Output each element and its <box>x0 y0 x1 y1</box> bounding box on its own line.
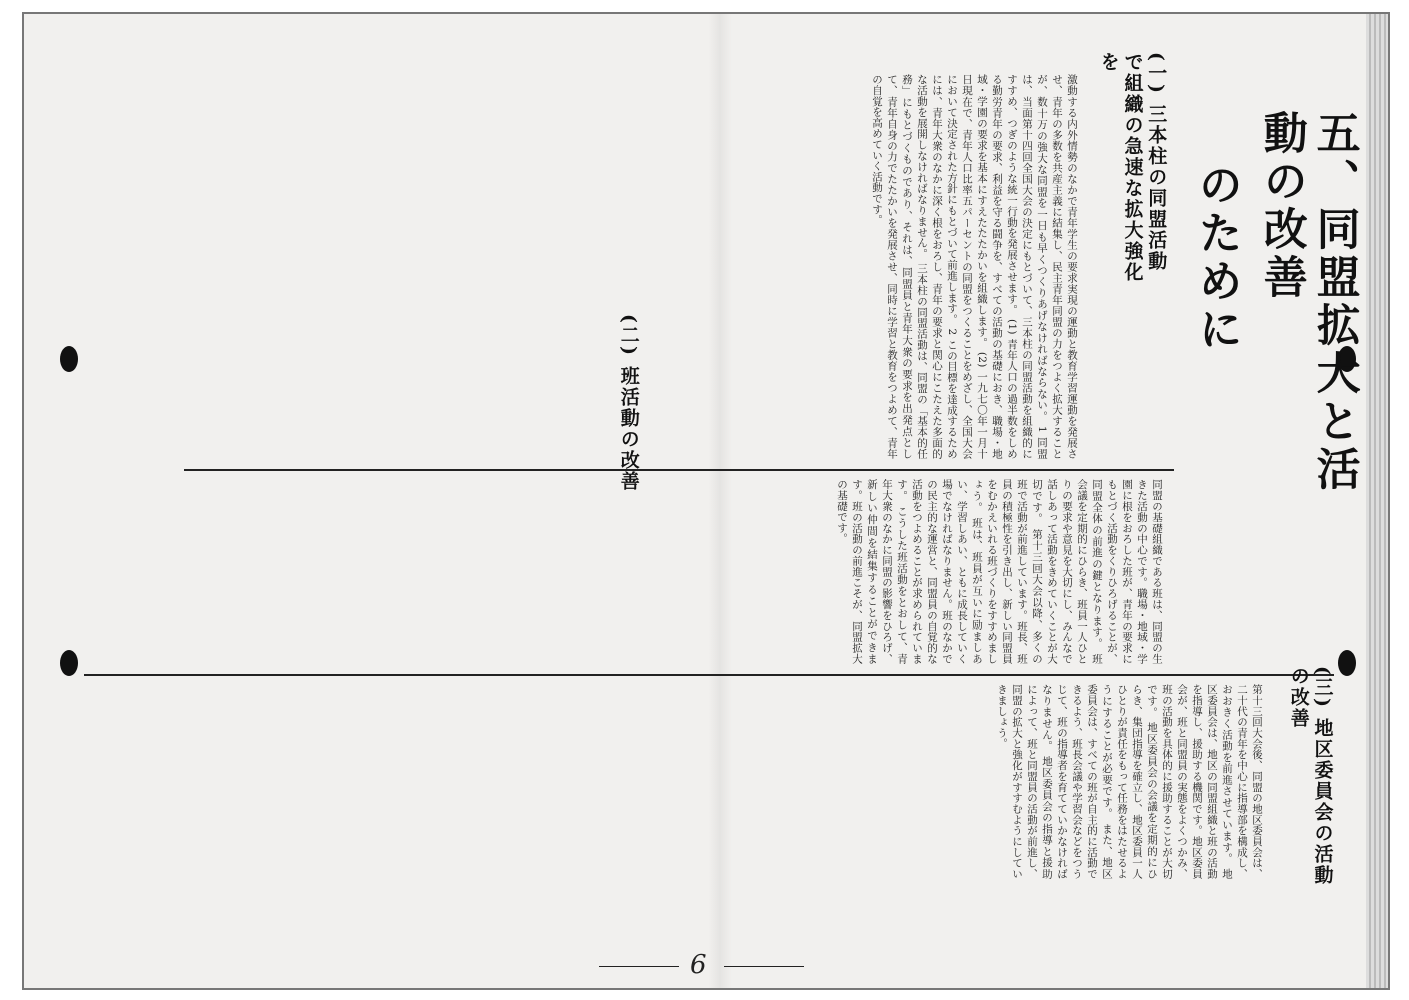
section-1-paragraph: 1 同盟は、当面第十四回全国大会の決定にもとづいて、三本柱の同盟活動を組織的にすすめ、つぎのような統一行動を発展させます。 <box>1006 74 1048 459</box>
section-2-body <box>164 479 1164 664</box>
section-3-body <box>84 684 1264 879</box>
page-title: 五、同盟拡大と活動の改善 <box>1255 110 1360 494</box>
section-3-paragraph: 地区委員会は、地区の同盟組織と班の活動を指導し、援助する機関です。地区委員会が、班と同盟員の実態をよくつかみ、班の活動を具体的に援助することが大切です。 <box>1146 684 1233 879</box>
section-heading-2: (二) 班活動の改善 <box>617 314 640 492</box>
tier-divider <box>84 674 1334 676</box>
section-1-paragraph: 三本柱の同盟活動は、同盟の「基本的任務」にもとづくものであり、それは、同盟員と青年大衆の要求を出発点として、青年自身の力でたたかいを発展させ、同時に学習と教育をつよめて、青年の自覚を高めていく活動です。 <box>871 74 928 459</box>
section-1-paragraph: 激動する内外情勢のなかで青年学生の要求実現の運動と教育学習運動を発展させ、青年の多数を共産主義に結集し、民主青年同盟の力をつよく拡大することが、数十万の強大な同盟を一日も早くつくりあげなければならない。 <box>1036 74 1078 459</box>
section-2-paragraph: 第十三回大会以降、多くの班で活動が前進しています。班長、班員の積極性を引き出し、新しい同盟員をむかえいれる班づくりをすすめましょう。 <box>971 479 1043 664</box>
section-2-paragraph: 班会議を定期的にひらき、班員一人ひとりの要求や意見を大切にし、みんなで話しあって活動をきめていくことが大切です。 <box>1031 479 1103 664</box>
binder-hole <box>60 346 78 372</box>
section-1-paragraph: 2 この目標を達成するためには、青年大衆のなかに深く根をおろし、青年の要求と関心にこたえた多面的な活動を展開しなければなりません。 <box>916 74 958 459</box>
section-1-paragraph: (1) 青年人口の過半数をしめる勤労青年の要求、利益を守る闘争を、すべての活動の基礎におき、職場・地域・学園の要求を基本にすえたたたかいを組織します。 <box>976 74 1018 459</box>
section-3-paragraph: 地区委員会の会議を定期的にひらき、集団指導を確立し、地区委員一人ひとりが責任をもって任務をはたせるようにすることが必要です。 <box>1101 684 1158 879</box>
section-2-paragraph: 班は、班員が互いに励ましあい、学習しあい、ともに成長していく場でなければなりません。班のなかでの民主的な運営と、同盟員の自覚的な活動をつよめることが求められています。 <box>896 479 983 664</box>
page-number-rule <box>724 966 804 967</box>
section-2-paragraph: こうした班活動をとおして、青年大衆のなかに同盟の影響をひろげ、新しい仲間を結集することができます。班の活動の前進こそが、同盟拡大の基礎です。 <box>836 479 908 664</box>
section-3-paragraph: また、地区委員会は、すべての班が自主的に活動できるよう、班長会議や学習会などをつうじて、班の指導者を育てていかなければなりません。 <box>1041 684 1113 879</box>
binder-hole <box>60 650 78 676</box>
page-number: 6 <box>690 950 707 980</box>
section-heading-1: (一) 三本柱の同盟活動で組織の急速な拡大強化を <box>1097 52 1168 283</box>
section-heading-3: (三) 地区委員会の活動の改善 <box>1287 666 1334 886</box>
tier-divider <box>184 469 1174 471</box>
section-1-paragraph: (2) 一九七〇年一月十日現在で、青年人口比率五パーセントの同盟をつくることをめざし、全国大会において決定された方針にもとづいて前進します。 <box>946 74 988 459</box>
document-page <box>22 12 1390 990</box>
page-edge <box>1366 14 1388 988</box>
binder-hole <box>1338 650 1356 676</box>
page-title-continued: のために <box>1190 162 1242 354</box>
page-number-rule <box>599 966 679 967</box>
section-2-paragraph: 同盟の基礎組織である班は、同盟の生きた活動の中心です。職場・地域・学園に根をおろした班が、青年の要求にもとづく活動をくりひろげることが、同盟全体の前進の鍵となります。 <box>1091 479 1163 664</box>
section-3-paragraph: 第十三回大会後、同盟の地区委員会は、二十代の青年を中心に指導部を構成し、おおきく活動を前進させています。 <box>1221 684 1263 879</box>
section-3-paragraph: 地区委員会の指導と援助によって、班と同盟員の活動が前進し、同盟の拡大と強化がすすむようにしていきましょう。 <box>996 684 1053 879</box>
